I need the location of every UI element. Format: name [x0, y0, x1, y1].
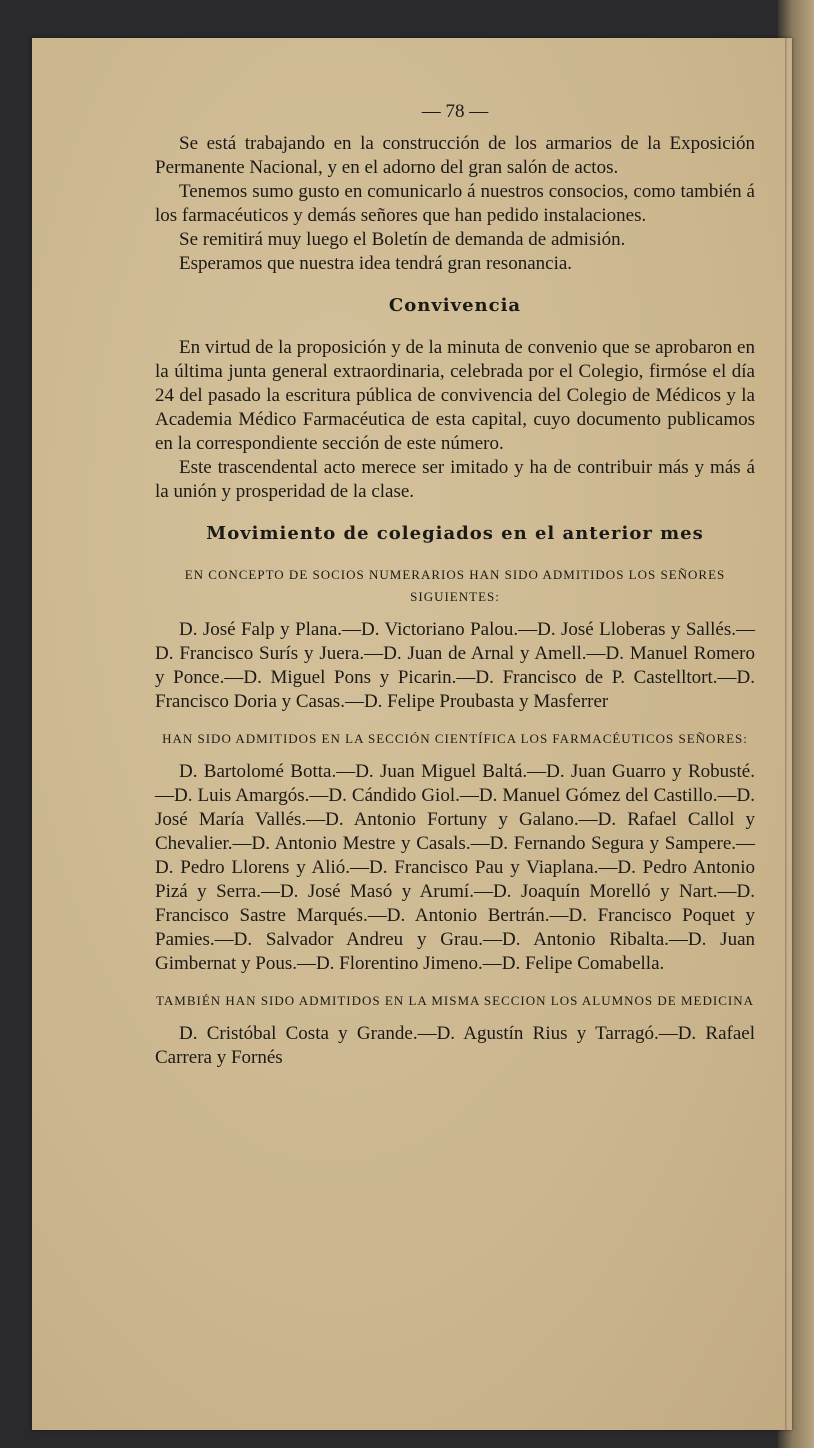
- intro-paragraph-3: Se remitirá muy luego el Boletín de demanda de admisión.: [179, 229, 626, 250]
- alumnos-list: D. Cristóbal Costa y Grande.—D. Agustín Rius y Tarragó.—D. Rafael Carrera y Fornés: [155, 1023, 755, 1068]
- alumnos-heading: TAMBIÉN HAN SIDO ADMITIDOS EN LA MISMA SECCION LOS ALUMNOS DE MEDICINA: [155, 993, 754, 1008]
- convivencia-heading: Convivencia: [388, 295, 522, 316]
- numerarios-list: D. José Falp y Plana.—D. Victoriano Palou.—D. José Lloberas y Sallés.—D. Francisco Surís y Juera.—D. Juan de Arnal y Amell.—D. Manuel Romero y Ponce.—D. Miguel Pons y Picarin.—D. Francisco de P. Castelltort.—D. Francisco Doria y Casas.—D. Felipe Proubasta y Masferrer: [155, 619, 755, 712]
- page-fold: [785, 38, 788, 1430]
- cientifica-list: D. Bartolomé Botta.—D. Juan Miguel Baltá.—D. Juan Guarro y Robusté.—D. Luis Amargós.—D. Cándido Giol.—D. Manuel Gómez del Castillo.—D. José María Vallés.—D. Antonio Fortuny y Galano.—D. Rafael Callol y Chevalier.—D. Antonio Mestre y Casals.—D. Fernando Segura y Sampere.—D. Pedro Llorens y Alió.—D. Francisco Pau y Viaplana.—D. Pedro Antonio Pizá y Serra.—D. José Masó y Arumí.—D. Joaquín Morelló y Nart.—D. Francisco Sastre Marqués.—D. Antonio Bertrán.—D. Francisco Poquet y Pamies.—D. Salvador Andreu y Grau.—D. Antonio Ribalta.—D. Juan Gimbernat y Pous.—D. Florentino Jimeno.—D. Felipe Comabella.: [155, 761, 755, 974]
- intro-paragraph-1: Se está trabajando en la construcción de los armarios de la Exposición Permanente Nacional, y en el adorno del gran salón de actos.: [155, 133, 755, 178]
- intro-paragraph-2: Tenemos sumo gusto en comunicarlo á nuestros consocios, como también á los farmacéuticos y demás señores que han pedido instalaciones.: [155, 181, 755, 226]
- convivencia-paragraph-1: En virtud de la proposición y de la minuta de convenio que se aprobaron en la última junta general extraordinaria, celebrada por el Colegio, firmóse el día 24 del pasado la escritura pública de convivencia del Colegio de Médicos y la Academia Médico Farmacéutica de esta capital, cuyo documento publicamos en la correspondiente sección de este número.: [155, 337, 755, 454]
- page-number: — 78 —: [421, 101, 489, 122]
- numerarios-heading: EN CONCEPTO DE SOCIOS NUMERARIOS HAN SIDO ADMITIDOS LOS SEÑORES SIGUIENTES:: [184, 567, 726, 604]
- convivencia-paragraph-2: Este trascendental acto merece ser imitado y ha de contribuir más y más á la unión y prosperidad de la clase.: [155, 457, 755, 502]
- cientifica-heading: HAN SIDO ADMITIDOS EN LA SECCIÓN CIENTÍFICA LOS FARMACÉUTICOS SEÑORES:: [162, 731, 748, 746]
- intro-paragraph-4: Esperamos que nuestra idea tendrá gran resonancia.: [179, 253, 573, 274]
- movimiento-heading: Movimiento de colegiados en el anterior mes: [206, 523, 704, 544]
- page-content: [155, 100, 755, 1084]
